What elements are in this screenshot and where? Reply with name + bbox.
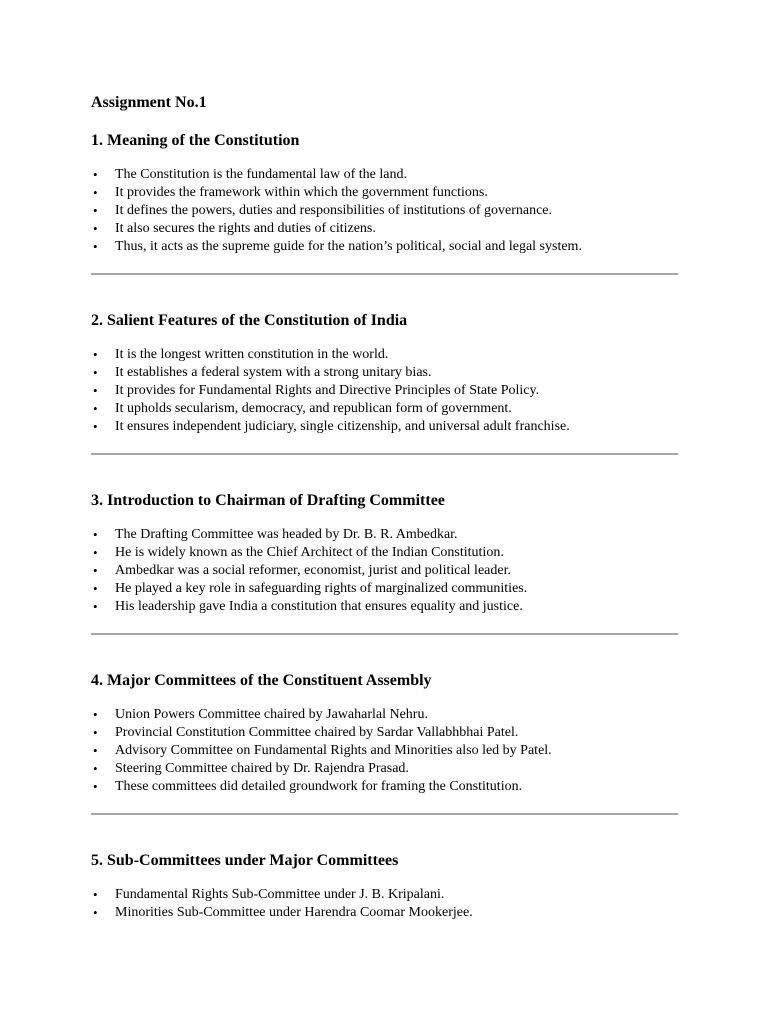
list-item xyxy=(93,904,678,922)
list-item xyxy=(93,238,678,256)
list-item xyxy=(93,418,678,436)
list-item-text: Fundamental Rights Sub-Committee under J. B. Kripalani. xyxy=(115,887,445,902)
section-divider xyxy=(91,813,678,815)
bullet-icon: • xyxy=(93,527,98,542)
section-3 xyxy=(91,490,678,616)
list-item-text: His leadership gave India a constitution that ensures equality and justice. xyxy=(115,599,523,614)
list-item xyxy=(93,220,678,238)
list-item xyxy=(93,562,678,580)
list-item xyxy=(93,580,678,598)
sections-container xyxy=(91,130,678,922)
list-item xyxy=(93,706,678,724)
list-item xyxy=(93,724,678,742)
list-item-text: Steering Committee chaired by Dr. Rajendra Prasad. xyxy=(115,761,409,776)
list-item-text: He is widely known as the Chief Architect of the Indian Constitution. xyxy=(115,545,504,560)
list-item-text: These committees did detailed groundwork for framing the Constitution. xyxy=(115,779,523,794)
bullet-icon: • xyxy=(93,203,98,218)
list-item-text: It provides for Fundamental Rights and Directive Principles of State Policy. xyxy=(115,383,540,398)
section-divider xyxy=(91,633,678,635)
document-title: Assignment No.1 xyxy=(91,94,207,111)
section-1 xyxy=(91,130,678,256)
bullet-icon: • xyxy=(93,779,98,794)
list-item xyxy=(93,544,678,562)
list-item xyxy=(93,778,678,796)
bullet-list xyxy=(91,166,678,256)
list-item xyxy=(93,598,678,616)
list-item xyxy=(93,400,678,418)
bullet-icon: • xyxy=(93,743,98,758)
document-page xyxy=(91,92,678,922)
bullet-icon: • xyxy=(93,545,98,560)
list-item xyxy=(93,364,678,382)
bullet-icon: • xyxy=(93,401,98,416)
list-item-text: It establishes a federal system with a strong unitary bias. xyxy=(115,365,432,380)
bullet-icon: • xyxy=(93,905,98,920)
bullet-icon: • xyxy=(93,419,98,434)
section-heading: 1. Meaning of the Constitution xyxy=(91,132,300,149)
bullet-icon: • xyxy=(93,563,98,578)
list-item xyxy=(93,166,678,184)
list-item-text: Ambedkar was a social reformer, economist, jurist and political leader. xyxy=(115,563,511,578)
list-item-text: It provides the framework within which the government functions. xyxy=(115,185,488,200)
list-item-text: Minorities Sub-Committee under Harendra Coomar Mookerjee. xyxy=(115,905,473,920)
list-item-text: The Constitution is the fundamental law of the land. xyxy=(115,167,407,182)
bullet-icon: • xyxy=(93,221,98,236)
bullet-icon: • xyxy=(93,383,98,398)
list-item-text: Thus, it acts as the supreme guide for the nation’s political, social and legal system. xyxy=(115,239,582,254)
bullet-icon: • xyxy=(93,347,98,362)
section-divider xyxy=(91,453,678,455)
section-heading: 5. Sub-Committees under Major Committees xyxy=(91,852,399,869)
list-item-text: Advisory Committee on Fundamental Rights and Minorities also led by Patel. xyxy=(115,743,552,758)
section-heading: 4. Major Committees of the Constituent Assembly xyxy=(91,672,432,689)
section-heading: 2. Salient Features of the Constitution of India xyxy=(91,312,408,329)
list-item xyxy=(93,760,678,778)
bullet-icon: • xyxy=(93,761,98,776)
list-item xyxy=(93,382,678,400)
bullet-list xyxy=(91,346,678,436)
list-item-text: Provincial Constitution Committee chaired by Sardar Vallabhbhai Patel. xyxy=(115,725,519,740)
bullet-icon: • xyxy=(93,887,98,902)
bullet-icon: • xyxy=(93,581,98,596)
list-item-text: Union Powers Committee chaired by Jawaharlal Nehru. xyxy=(115,707,428,722)
list-item-text: The Drafting Committee was headed by Dr. B. R. Ambedkar. xyxy=(115,527,458,542)
list-item-text: It ensures independent judiciary, single citizenship, and universal adult franchise. xyxy=(115,419,570,434)
list-item-text: He played a key role in safeguarding rights of marginalized communities. xyxy=(115,581,528,596)
list-item xyxy=(93,346,678,364)
bullet-icon: • xyxy=(93,239,98,254)
bullet-list xyxy=(91,526,678,616)
section-5 xyxy=(91,850,678,922)
list-item-text: It is the longest written constitution in the world. xyxy=(115,347,389,362)
bullet-icon: • xyxy=(93,167,98,182)
list-item xyxy=(93,886,678,904)
list-item-text: It also secures the rights and duties of citizens. xyxy=(115,221,376,236)
list-item-text: It defines the powers, duties and responsibilities of institutions of governance. xyxy=(115,203,553,218)
bullet-list xyxy=(91,706,678,796)
section-heading: 3. Introduction to Chairman of Drafting Committee xyxy=(91,492,445,509)
list-item xyxy=(93,526,678,544)
list-item xyxy=(93,184,678,202)
list-item-text: It upholds secularism, democracy, and republican form of government. xyxy=(115,401,512,416)
bullet-icon: • xyxy=(93,599,98,614)
list-item xyxy=(93,202,678,220)
section-4 xyxy=(91,670,678,796)
bullet-icon: • xyxy=(93,185,98,200)
section-2 xyxy=(91,310,678,436)
section-divider xyxy=(91,273,678,275)
bullet-icon: • xyxy=(93,365,98,380)
list-item xyxy=(93,742,678,760)
bullet-icon: • xyxy=(93,725,98,740)
bullet-list xyxy=(91,886,678,922)
bullet-icon: • xyxy=(93,707,98,722)
